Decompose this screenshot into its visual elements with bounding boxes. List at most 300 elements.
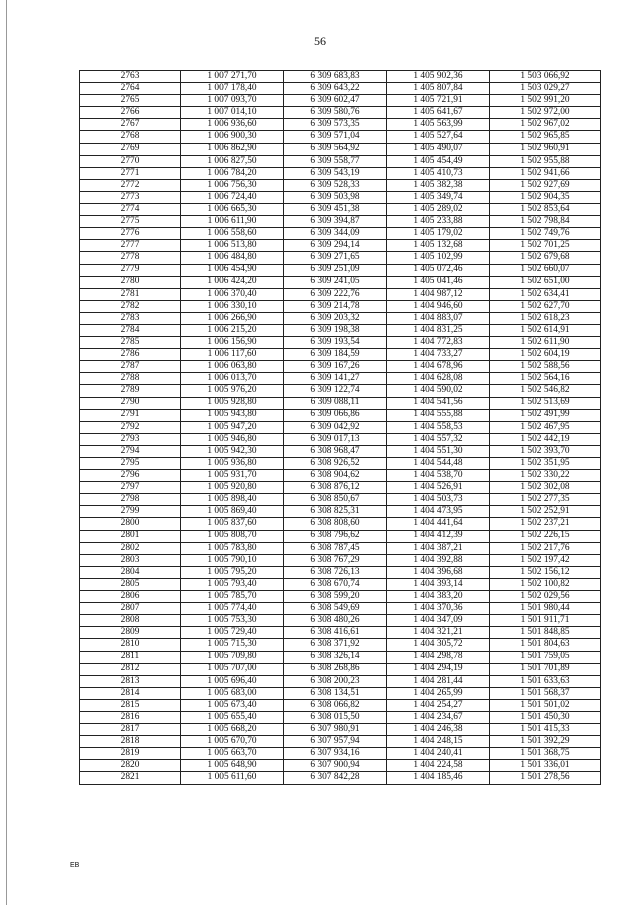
y-coordinate-cell: 6 308 480,26: [284, 615, 387, 627]
table-row: [80, 506, 601, 518]
x2-coordinate-cell: 1 404 305,72: [387, 639, 490, 651]
y-coordinate-cell: 6 309 184,59: [284, 349, 387, 361]
y-coordinate-cell: 6 309 017,13: [284, 433, 387, 445]
x2-coordinate-cell: 1 404 628,08: [387, 373, 490, 385]
x-coordinate-cell: 1 005 683,00: [181, 687, 284, 699]
y-coordinate-cell: 6 309 344,09: [284, 228, 387, 240]
y2-coordinate-cell: 1 502 467,95: [490, 421, 601, 433]
y-coordinate-cell: 6 309 580,76: [284, 107, 387, 119]
x2-coordinate-cell: 1 405 721,91: [387, 95, 490, 107]
x-coordinate-cell: 1 005 898,40: [181, 494, 284, 506]
table-row: [80, 95, 601, 107]
x-coordinate-cell: 1 006 611,90: [181, 216, 284, 228]
x2-coordinate-cell: 1 405 410,73: [387, 167, 490, 179]
x-coordinate-cell: 1 005 785,70: [181, 591, 284, 603]
x2-coordinate-cell: 1 404 555,88: [387, 409, 490, 421]
x-coordinate-cell: 1 006 063,80: [181, 361, 284, 373]
table-row: [80, 361, 601, 373]
y-coordinate-cell: 6 308 787,45: [284, 542, 387, 554]
x-coordinate-cell: 1 006 156,90: [181, 337, 284, 349]
point-number-cell: 2806: [80, 591, 181, 603]
y-coordinate-cell: 6 307 957,94: [284, 736, 387, 748]
y2-coordinate-cell: 1 502 237,21: [490, 518, 601, 530]
y2-coordinate-cell: 1 501 568,37: [490, 687, 601, 699]
x2-coordinate-cell: 1 404 383,20: [387, 591, 490, 603]
x-coordinate-cell: 1 005 943,80: [181, 409, 284, 421]
y-coordinate-cell: 6 309 294,14: [284, 240, 387, 252]
table-row: [80, 663, 601, 675]
x2-coordinate-cell: 1 404 678,96: [387, 361, 490, 373]
x-coordinate-cell: 1 005 920,80: [181, 482, 284, 494]
x-coordinate-cell: 1 005 753,30: [181, 615, 284, 627]
y2-coordinate-cell: 1 502 853,64: [490, 204, 601, 216]
x2-coordinate-cell: 1 404 370,36: [387, 603, 490, 615]
y-coordinate-cell: 6 308 326,14: [284, 651, 387, 663]
x-coordinate-cell: 1 006 756,30: [181, 179, 284, 191]
y2-coordinate-cell: 1 501 633,63: [490, 675, 601, 687]
table-row: [80, 748, 601, 760]
x2-coordinate-cell: 1 404 396,68: [387, 566, 490, 578]
y2-coordinate-cell: 1 502 564,16: [490, 373, 601, 385]
point-number-cell: 2786: [80, 349, 181, 361]
point-number-cell: 2763: [80, 71, 181, 83]
x-coordinate-cell: 1 005 648,90: [181, 760, 284, 772]
point-number-cell: 2813: [80, 675, 181, 687]
x2-coordinate-cell: 1 404 503,73: [387, 494, 490, 506]
table-row: [80, 191, 601, 203]
table-row: [80, 736, 601, 748]
y-coordinate-cell: 6 309 241,05: [284, 276, 387, 288]
point-number-cell: 2764: [80, 83, 181, 95]
table-row: [80, 167, 601, 179]
y-coordinate-cell: 6 308 926,52: [284, 458, 387, 470]
point-number-cell: 2779: [80, 264, 181, 276]
y-coordinate-cell: 6 308 066,82: [284, 699, 387, 711]
x2-coordinate-cell: 1 404 557,32: [387, 433, 490, 445]
y-coordinate-cell: 6 308 904,62: [284, 470, 387, 482]
y-coordinate-cell: 6 309 066,86: [284, 409, 387, 421]
x-coordinate-cell: 1 005 837,60: [181, 518, 284, 530]
point-number-cell: 2792: [80, 421, 181, 433]
y-coordinate-cell: 6 309 571,04: [284, 131, 387, 143]
x2-coordinate-cell: 1 404 526,91: [387, 482, 490, 494]
y2-coordinate-cell: 1 502 604,19: [490, 349, 601, 361]
table-row: [80, 458, 601, 470]
x2-coordinate-cell: 1 404 883,07: [387, 312, 490, 324]
y2-coordinate-cell: 1 502 991,20: [490, 95, 601, 107]
point-number-cell: 2796: [80, 470, 181, 482]
x2-coordinate-cell: 1 404 393,14: [387, 578, 490, 590]
y-coordinate-cell: 6 307 980,91: [284, 724, 387, 736]
x2-coordinate-cell: 1 405 527,64: [387, 131, 490, 143]
y2-coordinate-cell: 1 503 066,92: [490, 71, 601, 83]
point-number-cell: 2810: [80, 639, 181, 651]
x-coordinate-cell: 1 006 454,90: [181, 264, 284, 276]
table-row: [80, 603, 601, 615]
y2-coordinate-cell: 1 501 501,02: [490, 699, 601, 711]
table-row: [80, 143, 601, 155]
x2-coordinate-cell: 1 405 041,46: [387, 276, 490, 288]
x-coordinate-cell: 1 006 370,40: [181, 288, 284, 300]
x2-coordinate-cell: 1 405 349,74: [387, 191, 490, 203]
x-coordinate-cell: 1 007 271,70: [181, 71, 284, 83]
y-coordinate-cell: 6 309 251,09: [284, 264, 387, 276]
table-row: [80, 373, 601, 385]
x2-coordinate-cell: 1 404 772,83: [387, 337, 490, 349]
x-coordinate-cell: 1 007 093,70: [181, 95, 284, 107]
point-number-cell: 2803: [80, 554, 181, 566]
point-number-cell: 2814: [80, 687, 181, 699]
x-coordinate-cell: 1 005 774,40: [181, 603, 284, 615]
y-coordinate-cell: 6 308 808,60: [284, 518, 387, 530]
y2-coordinate-cell: 1 502 330,22: [490, 470, 601, 482]
x2-coordinate-cell: 1 404 265,99: [387, 687, 490, 699]
x2-coordinate-cell: 1 404 538,70: [387, 470, 490, 482]
x-coordinate-cell: 1 007 178,40: [181, 83, 284, 95]
x-coordinate-cell: 1 007 014,10: [181, 107, 284, 119]
table-row: [80, 107, 601, 119]
x-coordinate-cell: 1 005 611,60: [181, 772, 284, 784]
y-coordinate-cell: 6 309 394,87: [284, 216, 387, 228]
y2-coordinate-cell: 1 502 955,88: [490, 155, 601, 167]
x2-coordinate-cell: 1 404 441,64: [387, 518, 490, 530]
point-number-cell: 2771: [80, 167, 181, 179]
y-coordinate-cell: 6 308 200,23: [284, 675, 387, 687]
point-number-cell: 2778: [80, 252, 181, 264]
x-coordinate-cell: 1 006 513,80: [181, 240, 284, 252]
x2-coordinate-cell: 1 404 281,44: [387, 675, 490, 687]
y2-coordinate-cell: 1 501 701,89: [490, 663, 601, 675]
table-row: [80, 494, 601, 506]
y2-coordinate-cell: 1 502 491,99: [490, 409, 601, 421]
point-number-cell: 2817: [80, 724, 181, 736]
table-row: [80, 482, 601, 494]
y-coordinate-cell: 6 309 558,77: [284, 155, 387, 167]
point-number-cell: 2804: [80, 566, 181, 578]
table-row: [80, 179, 601, 191]
x2-coordinate-cell: 1 404 590,02: [387, 385, 490, 397]
y2-coordinate-cell: 1 502 546,82: [490, 385, 601, 397]
x2-coordinate-cell: 1 404 412,39: [387, 530, 490, 542]
x-coordinate-cell: 1 005 668,20: [181, 724, 284, 736]
point-number-cell: 2809: [80, 627, 181, 639]
x2-coordinate-cell: 1 405 490,07: [387, 143, 490, 155]
y2-coordinate-cell: 1 502 904,35: [490, 191, 601, 203]
table-row: [80, 240, 601, 252]
y2-coordinate-cell: 1 503 029,27: [490, 83, 601, 95]
y-coordinate-cell: 6 308 670,74: [284, 578, 387, 590]
x-coordinate-cell: 1 005 696,40: [181, 675, 284, 687]
x-coordinate-cell: 1 006 484,80: [181, 252, 284, 264]
table-row: [80, 71, 601, 83]
table-row: [80, 421, 601, 433]
y-coordinate-cell: 6 309 543,19: [284, 167, 387, 179]
footer-mark: ЕВ: [70, 862, 80, 869]
scan-edge-line: [6, 0, 7, 905]
point-number-cell: 2790: [80, 397, 181, 409]
point-number-cell: 2807: [80, 603, 181, 615]
table-row: [80, 578, 601, 590]
point-number-cell: 2775: [80, 216, 181, 228]
x-coordinate-cell: 1 005 715,30: [181, 639, 284, 651]
point-number-cell: 2773: [80, 191, 181, 203]
point-number-cell: 2772: [80, 179, 181, 191]
x-coordinate-cell: 1 005 931,70: [181, 470, 284, 482]
table-row: [80, 131, 601, 143]
y2-coordinate-cell: 1 502 618,23: [490, 312, 601, 324]
x-coordinate-cell: 1 006 117,60: [181, 349, 284, 361]
table-row: [80, 312, 601, 324]
x-coordinate-cell: 1 005 928,80: [181, 397, 284, 409]
y-coordinate-cell: 6 309 271,65: [284, 252, 387, 264]
point-number-cell: 2805: [80, 578, 181, 590]
point-number-cell: 2793: [80, 433, 181, 445]
point-number-cell: 2785: [80, 337, 181, 349]
x-coordinate-cell: 1 005 869,40: [181, 506, 284, 518]
y2-coordinate-cell: 1 502 798,84: [490, 216, 601, 228]
table-row: [80, 288, 601, 300]
x2-coordinate-cell: 1 404 733,27: [387, 349, 490, 361]
x2-coordinate-cell: 1 404 831,25: [387, 324, 490, 336]
point-number-cell: 2800: [80, 518, 181, 530]
point-number-cell: 2808: [80, 615, 181, 627]
table-row: [80, 155, 601, 167]
table-row: [80, 324, 601, 336]
x2-coordinate-cell: 1 405 807,84: [387, 83, 490, 95]
y2-coordinate-cell: 1 501 980,44: [490, 603, 601, 615]
point-number-cell: 2765: [80, 95, 181, 107]
y2-coordinate-cell: 1 502 927,69: [490, 179, 601, 191]
point-number-cell: 2788: [80, 373, 181, 385]
page-number: 56: [314, 34, 326, 48]
x2-coordinate-cell: 1 404 246,38: [387, 724, 490, 736]
x-coordinate-cell: 1 005 655,40: [181, 711, 284, 723]
x2-coordinate-cell: 1 404 248,15: [387, 736, 490, 748]
point-number-cell: 2802: [80, 542, 181, 554]
x-coordinate-cell: 1 005 670,70: [181, 736, 284, 748]
y-coordinate-cell: 6 309 203,32: [284, 312, 387, 324]
point-number-cell: 2818: [80, 736, 181, 748]
y-coordinate-cell: 6 308 549,69: [284, 603, 387, 615]
y-coordinate-cell: 6 308 825,31: [284, 506, 387, 518]
y-coordinate-cell: 6 307 842,28: [284, 772, 387, 784]
x-coordinate-cell: 1 005 942,30: [181, 445, 284, 457]
point-number-cell: 2782: [80, 300, 181, 312]
x-coordinate-cell: 1 005 793,40: [181, 578, 284, 590]
y2-coordinate-cell: 1 502 611,90: [490, 337, 601, 349]
x2-coordinate-cell: 1 405 563,99: [387, 119, 490, 131]
point-number-cell: 2820: [80, 760, 181, 772]
y2-coordinate-cell: 1 502 660,07: [490, 264, 601, 276]
y-coordinate-cell: 6 308 767,29: [284, 554, 387, 566]
x2-coordinate-cell: 1 404 987,12: [387, 288, 490, 300]
point-number-cell: 2795: [80, 458, 181, 470]
y2-coordinate-cell: 1 502 156,12: [490, 566, 601, 578]
y-coordinate-cell: 6 309 451,38: [284, 204, 387, 216]
x-coordinate-cell: 1 006 784,20: [181, 167, 284, 179]
point-number-cell: 2781: [80, 288, 181, 300]
y2-coordinate-cell: 1 502 634,41: [490, 288, 601, 300]
x-coordinate-cell: 1 006 266,90: [181, 312, 284, 324]
x2-coordinate-cell: 1 404 541,56: [387, 397, 490, 409]
y-coordinate-cell: 6 308 796,62: [284, 530, 387, 542]
x2-coordinate-cell: 1 405 132,68: [387, 240, 490, 252]
y2-coordinate-cell: 1 502 972,00: [490, 107, 601, 119]
y2-coordinate-cell: 1 501 911,71: [490, 615, 601, 627]
x2-coordinate-cell: 1 405 233,88: [387, 216, 490, 228]
table-row: [80, 83, 601, 95]
point-number-cell: 2811: [80, 651, 181, 663]
table-row: [80, 119, 601, 131]
table-row: [80, 530, 601, 542]
point-number-cell: 2766: [80, 107, 181, 119]
y2-coordinate-cell: 1 502 197,42: [490, 554, 601, 566]
point-number-cell: 2770: [80, 155, 181, 167]
y2-coordinate-cell: 1 501 450,30: [490, 711, 601, 723]
point-number-cell: 2815: [80, 699, 181, 711]
table-row: [80, 518, 601, 530]
point-number-cell: 2801: [80, 530, 181, 542]
y-coordinate-cell: 6 309 198,38: [284, 324, 387, 336]
y2-coordinate-cell: 1 502 217,76: [490, 542, 601, 554]
x2-coordinate-cell: 1 405 382,38: [387, 179, 490, 191]
y2-coordinate-cell: 1 502 277,35: [490, 494, 601, 506]
point-number-cell: 2799: [80, 506, 181, 518]
table-row: [80, 615, 601, 627]
table-row: [80, 397, 601, 409]
table-row: [80, 470, 601, 482]
point-number-cell: 2783: [80, 312, 181, 324]
y2-coordinate-cell: 1 501 392,29: [490, 736, 601, 748]
y-coordinate-cell: 6 309 222,76: [284, 288, 387, 300]
y2-coordinate-cell: 1 501 804,63: [490, 639, 601, 651]
x-coordinate-cell: 1 005 663,70: [181, 748, 284, 760]
point-number-cell: 2777: [80, 240, 181, 252]
y2-coordinate-cell: 1 502 513,69: [490, 397, 601, 409]
x2-coordinate-cell: 1 404 254,27: [387, 699, 490, 711]
x2-coordinate-cell: 1 404 298,78: [387, 651, 490, 663]
table-row: [80, 566, 601, 578]
y2-coordinate-cell: 1 501 368,75: [490, 748, 601, 760]
y2-coordinate-cell: 1 502 588,56: [490, 361, 601, 373]
table-row: [80, 651, 601, 663]
x-coordinate-cell: 1 005 673,40: [181, 699, 284, 711]
x-coordinate-cell: 1 005 795,20: [181, 566, 284, 578]
table-row: [80, 409, 601, 421]
x-coordinate-cell: 1 005 808,70: [181, 530, 284, 542]
x2-coordinate-cell: 1 405 179,02: [387, 228, 490, 240]
x-coordinate-cell: 1 005 709,80: [181, 651, 284, 663]
x2-coordinate-cell: 1 404 387,21: [387, 542, 490, 554]
point-number-cell: 2784: [80, 324, 181, 336]
table-row: [80, 554, 601, 566]
y-coordinate-cell: 6 307 934,16: [284, 748, 387, 760]
y-coordinate-cell: 6 309 528,33: [284, 179, 387, 191]
y-coordinate-cell: 6 309 503,98: [284, 191, 387, 203]
y-coordinate-cell: 6 309 214,78: [284, 300, 387, 312]
point-number-cell: 2767: [80, 119, 181, 131]
y-coordinate-cell: 6 309 088,11: [284, 397, 387, 409]
x-coordinate-cell: 1 005 976,20: [181, 385, 284, 397]
y-coordinate-cell: 6 309 564,92: [284, 143, 387, 155]
y2-coordinate-cell: 1 502 627,70: [490, 300, 601, 312]
x2-coordinate-cell: 1 404 946,60: [387, 300, 490, 312]
y2-coordinate-cell: 1 502 614,91: [490, 324, 601, 336]
x-coordinate-cell: 1 005 947,20: [181, 421, 284, 433]
point-number-cell: 2791: [80, 409, 181, 421]
y2-coordinate-cell: 1 502 351,95: [490, 458, 601, 470]
y2-coordinate-cell: 1 502 393,70: [490, 445, 601, 457]
y2-coordinate-cell: 1 502 679,68: [490, 252, 601, 264]
y2-coordinate-cell: 1 502 749,76: [490, 228, 601, 240]
point-number-cell: 2774: [80, 204, 181, 216]
y2-coordinate-cell: 1 501 759,05: [490, 651, 601, 663]
table-row: [80, 711, 601, 723]
y-coordinate-cell: 6 309 122,74: [284, 385, 387, 397]
y-coordinate-cell: 6 308 850,67: [284, 494, 387, 506]
y-coordinate-cell: 6 308 968,47: [284, 445, 387, 457]
x2-coordinate-cell: 1 405 289,02: [387, 204, 490, 216]
x2-coordinate-cell: 1 405 072,46: [387, 264, 490, 276]
point-number-cell: 2821: [80, 772, 181, 784]
table-row: [80, 337, 601, 349]
y2-coordinate-cell: 1 502 252,91: [490, 506, 601, 518]
table-row: [80, 216, 601, 228]
x2-coordinate-cell: 1 405 902,36: [387, 71, 490, 83]
x2-coordinate-cell: 1 404 321,21: [387, 627, 490, 639]
x-coordinate-cell: 1 006 665,30: [181, 204, 284, 216]
point-number-cell: 2768: [80, 131, 181, 143]
x-coordinate-cell: 1 006 862,90: [181, 143, 284, 155]
table-row: [80, 627, 601, 639]
point-number-cell: 2819: [80, 748, 181, 760]
y2-coordinate-cell: 1 502 701,25: [490, 240, 601, 252]
y-coordinate-cell: 6 308 015,50: [284, 711, 387, 723]
y2-coordinate-cell: 1 502 941,66: [490, 167, 601, 179]
x2-coordinate-cell: 1 404 224,58: [387, 760, 490, 772]
x-coordinate-cell: 1 005 729,40: [181, 627, 284, 639]
y2-coordinate-cell: 1 501 415,33: [490, 724, 601, 736]
y2-coordinate-cell: 1 501 278,56: [490, 772, 601, 784]
table-row: [80, 228, 601, 240]
y-coordinate-cell: 6 308 599,20: [284, 591, 387, 603]
table-row: [80, 772, 601, 784]
y-coordinate-cell: 6 308 416,61: [284, 627, 387, 639]
point-number-cell: 2794: [80, 445, 181, 457]
table-row: [80, 675, 601, 687]
x-coordinate-cell: 1 006 558,60: [181, 228, 284, 240]
table-row: [80, 591, 601, 603]
y-coordinate-cell: 6 308 876,12: [284, 482, 387, 494]
point-number-cell: 2816: [80, 711, 181, 723]
y2-coordinate-cell: 1 501 848,85: [490, 627, 601, 639]
y-coordinate-cell: 6 309 193,54: [284, 337, 387, 349]
x2-coordinate-cell: 1 404 185,46: [387, 772, 490, 784]
x2-coordinate-cell: 1 404 240,41: [387, 748, 490, 760]
x2-coordinate-cell: 1 404 558,53: [387, 421, 490, 433]
table-row: [80, 542, 601, 554]
x2-coordinate-cell: 1 404 234,67: [387, 711, 490, 723]
point-number-cell: 2780: [80, 276, 181, 288]
y-coordinate-cell: 6 309 042,92: [284, 421, 387, 433]
y2-coordinate-cell: 1 502 442,19: [490, 433, 601, 445]
x-coordinate-cell: 1 006 215,20: [181, 324, 284, 336]
coordinates-table: [79, 70, 601, 785]
coordinates-table-body: [80, 71, 601, 785]
table-row: [80, 264, 601, 276]
y2-coordinate-cell: 1 502 965,85: [490, 131, 601, 143]
x-coordinate-cell: 1 005 707,00: [181, 663, 284, 675]
